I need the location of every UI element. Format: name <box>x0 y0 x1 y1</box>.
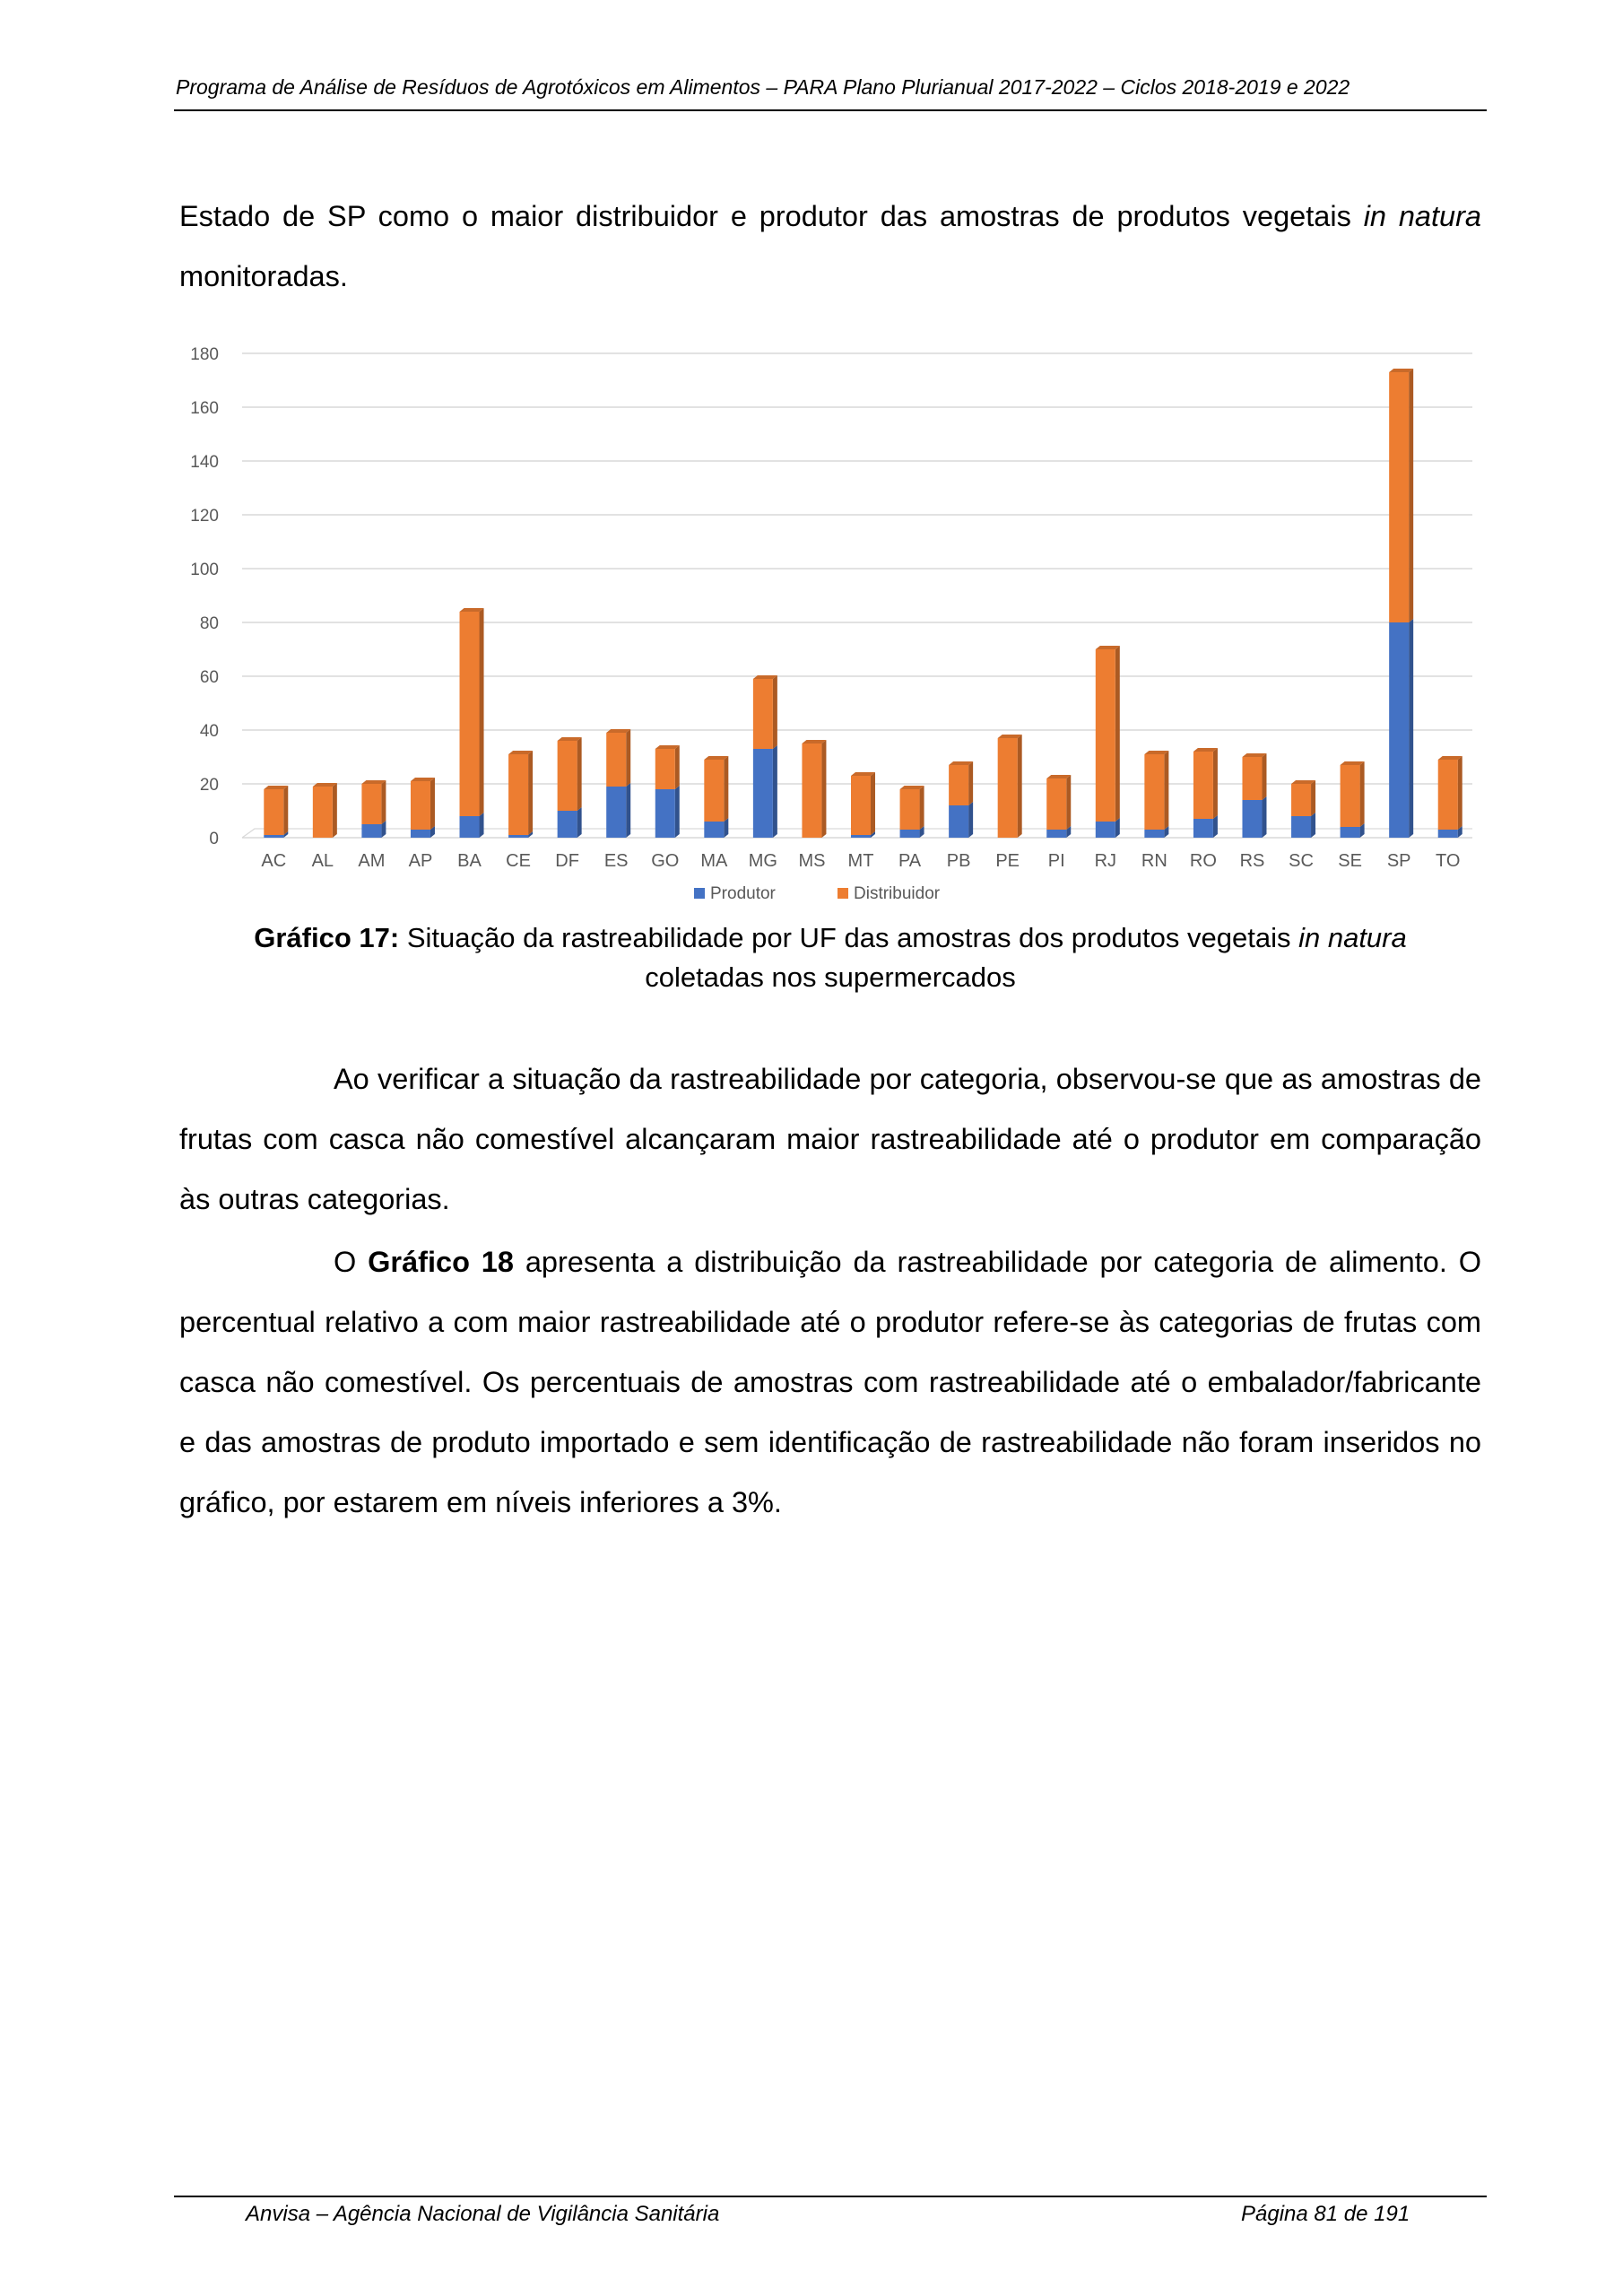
x-tick-label: BA <box>457 851 482 871</box>
bar-distribuidor <box>949 765 968 805</box>
bar-side-produtor <box>1262 796 1266 838</box>
bar-distribuidor <box>704 760 724 822</box>
x-tick-label: DF <box>555 851 579 871</box>
traceability-chart <box>174 339 1501 913</box>
bar-distribuidor <box>1438 760 1458 830</box>
caption-line-2: coletadas nos supermercados <box>645 961 1016 993</box>
bar-distribuidor <box>1291 784 1311 816</box>
bar-side-distribuidor <box>1066 775 1071 830</box>
intro-paragraph <box>179 187 1481 307</box>
bar-side-distribuidor <box>1018 735 1022 838</box>
bar-distribuidor <box>1389 372 1409 622</box>
bar-distribuidor <box>1341 765 1360 827</box>
bar-distribuidor <box>460 612 480 816</box>
caption-italic: in natura <box>1298 922 1407 953</box>
bar-side-distribuidor <box>724 756 728 822</box>
bar-distribuidor <box>655 749 675 789</box>
bar-produtor <box>508 835 528 838</box>
figure-caption <box>179 918 1481 997</box>
x-tick-label: AM <box>358 851 386 871</box>
x-tick-label: MS <box>798 851 826 871</box>
bar-produtor <box>1242 800 1262 838</box>
caption-label: Gráfico 17: <box>254 922 400 953</box>
x-tick-label: AC <box>261 851 287 871</box>
legend-swatch <box>838 888 848 899</box>
x-tick-label: SC <box>1289 851 1314 871</box>
bar-side-distribuidor <box>430 778 435 830</box>
bar-side-produtor <box>1213 815 1218 838</box>
bar-produtor <box>1144 830 1164 838</box>
x-tick-label: MA <box>700 851 728 871</box>
bar-produtor <box>704 822 724 838</box>
bar-produtor <box>361 824 381 838</box>
bar-side-produtor <box>968 802 973 838</box>
bar-side-produtor <box>1409 619 1413 838</box>
bar-side-distribuidor <box>333 783 337 838</box>
y-tick-label: 20 <box>199 776 219 795</box>
bar-side-distribuidor <box>381 780 386 824</box>
bar-distribuidor <box>753 679 773 749</box>
bar-produtor <box>460 816 480 838</box>
bar-produtor <box>411 830 430 838</box>
bar-distribuidor <box>508 754 528 835</box>
bar-side-distribuidor <box>1360 761 1365 827</box>
bar-distribuidor <box>998 738 1018 838</box>
bar-distribuidor <box>361 784 381 824</box>
y-tick-label: 140 <box>190 453 219 472</box>
x-tick-label: GO <box>651 851 680 871</box>
bar-side-distribuidor <box>1115 646 1120 822</box>
y-tick-label: 180 <box>190 345 219 364</box>
bar-distribuidor <box>1193 752 1213 819</box>
bar-side-produtor <box>675 786 680 838</box>
caption-line-1 <box>179 918 1481 958</box>
bar-distribuidor <box>1046 778 1066 830</box>
bar-side-distribuidor <box>283 786 288 835</box>
bar-distribuidor <box>802 744 821 838</box>
bar-side-distribuidor <box>968 761 973 805</box>
bar-produtor <box>900 830 920 838</box>
x-tick-label: PE <box>995 851 1020 871</box>
bar-produtor <box>1096 822 1115 838</box>
bar-side-distribuidor <box>920 786 924 830</box>
x-tick-label: RN <box>1141 851 1167 871</box>
x-tick-label: PA <box>898 851 922 871</box>
x-tick-label: RO <box>1189 851 1217 871</box>
bar-distribuidor <box>1096 649 1115 822</box>
x-tick-label: AP <box>408 851 433 871</box>
bar-produtor <box>1389 622 1409 838</box>
bar-produtor <box>1193 819 1213 838</box>
bar-side-distribuidor <box>1311 780 1315 816</box>
bar-distribuidor <box>1242 757 1262 800</box>
bar-produtor <box>558 811 577 838</box>
bar-distribuidor <box>606 733 626 787</box>
x-tick-label: CE <box>506 851 531 871</box>
bar-produtor <box>1438 830 1458 838</box>
y-tick-label: 80 <box>199 614 219 633</box>
bar-side-distribuidor <box>577 737 582 811</box>
bar-side-distribuidor <box>480 608 484 816</box>
footer-rule <box>174 2196 1487 2197</box>
bar-side-distribuidor <box>528 751 533 835</box>
legend-label: Produtor <box>710 884 776 903</box>
bar-produtor <box>949 805 968 838</box>
bar-side-distribuidor <box>1164 751 1168 830</box>
y-tick-label: 120 <box>190 507 219 526</box>
bar-produtor <box>606 787 626 838</box>
bar-side-distribuidor <box>1262 753 1266 800</box>
y-tick-label: 40 <box>199 722 219 741</box>
x-tick-label: MT <box>847 851 874 871</box>
bar-distribuidor <box>900 789 920 830</box>
bar-produtor <box>1291 816 1311 838</box>
bar-produtor <box>753 749 773 838</box>
legend-label: Distribuidor <box>854 884 941 903</box>
x-tick-label: RS <box>1239 851 1265 871</box>
bar-distribuidor <box>264 789 283 835</box>
bar-side-produtor <box>577 807 582 838</box>
running-header: Programa de Análise de Resíduos de Agrotóxicos em Alimentos – PARA Plano Plurianual 2017-2022 – Ciclos 2018-2019 e 2022 <box>176 75 1350 99</box>
bar-side-produtor <box>626 783 630 838</box>
bar-distribuidor <box>851 776 871 835</box>
footer-page-number: Página 81 de 191 <box>1241 2202 1410 2226</box>
y-tick-label: 60 <box>199 668 219 687</box>
bar-side-produtor <box>1311 813 1315 838</box>
bar-side-produtor <box>773 745 777 838</box>
bar-produtor <box>264 835 283 838</box>
caption-text: Situação da rastreabilidade por UF das amostras dos produtos vegetais <box>399 922 1299 953</box>
bar-produtor <box>655 789 675 838</box>
legend-swatch <box>694 888 705 899</box>
intro-text-end: monitoradas. <box>179 260 348 292</box>
bar-side-distribuidor <box>821 740 826 838</box>
bar-side-distribuidor <box>626 729 630 787</box>
header-rule <box>174 109 1487 111</box>
p3-pre: O <box>334 1246 369 1278</box>
x-tick-label: AL <box>311 851 334 871</box>
intro-italic: in natura <box>1363 200 1482 232</box>
x-tick-label: ES <box>603 851 629 871</box>
bar-produtor <box>1341 827 1360 838</box>
bar-distribuidor <box>313 787 333 838</box>
x-tick-label: PB <box>946 851 971 871</box>
x-tick-label: RJ <box>1094 851 1117 871</box>
x-tick-label: PI <box>1047 851 1065 871</box>
paragraph-categoria: Ao verificar a situação da rastreabilidade por categoria, observou-se que as amostras de frutas com casca não comestível alcançaram maior rastreabilidade até o produtor em comparação às outras categorias. <box>179 1063 1481 1215</box>
x-tick-label: SP <box>1386 851 1411 871</box>
x-tick-label: MG <box>748 851 777 871</box>
bar-distribuidor <box>558 741 577 811</box>
bar-side-distribuidor <box>675 745 680 789</box>
y-tick-label: 100 <box>190 561 219 579</box>
p3-bold-ref: Gráfico 18 <box>368 1246 514 1278</box>
x-tick-label: TO <box>1436 851 1461 871</box>
bar-side-distribuidor <box>1458 756 1462 830</box>
bar-side-distribuidor <box>871 772 875 835</box>
footer-agency: Anvisa – Agência Nacional de Vigilância Sanitária <box>246 2202 720 2226</box>
y-tick-label: 0 <box>209 830 219 848</box>
p3-text: apresenta a distribuição da rastreabilidade por categoria de alimento. O percentual relativo a com maior rastreabilidade até o produtor refere-se às categorias de frutas com casca não comestível. Os percentuais de amostras com rastreabilidade até o embalador/fabricante e das amostras de produto importado e sem identificação de rastreabilidade não foram inseridos no gráfico, por estarem em níveis inferiores a 3%. <box>179 1246 1481 1518</box>
y-tick-label: 160 <box>190 399 219 418</box>
bar-produtor <box>1046 830 1066 838</box>
bar-side-produtor <box>480 813 484 838</box>
bar-side-distribuidor <box>773 675 777 749</box>
bar-produtor <box>851 835 871 838</box>
chart-svg <box>174 339 1501 913</box>
bar-distribuidor <box>411 781 430 830</box>
bar-side-distribuidor <box>1409 369 1413 622</box>
intro-text: Estado de SP como o maior distribuidor e produtor das amostras de produtos vegetais <box>179 200 1364 232</box>
x-tick-label: SE <box>1338 851 1362 871</box>
bar-distribuidor <box>1144 754 1164 830</box>
paragraph-grafico-18 <box>179 1232 1481 1533</box>
bar-side-distribuidor <box>1213 748 1218 819</box>
